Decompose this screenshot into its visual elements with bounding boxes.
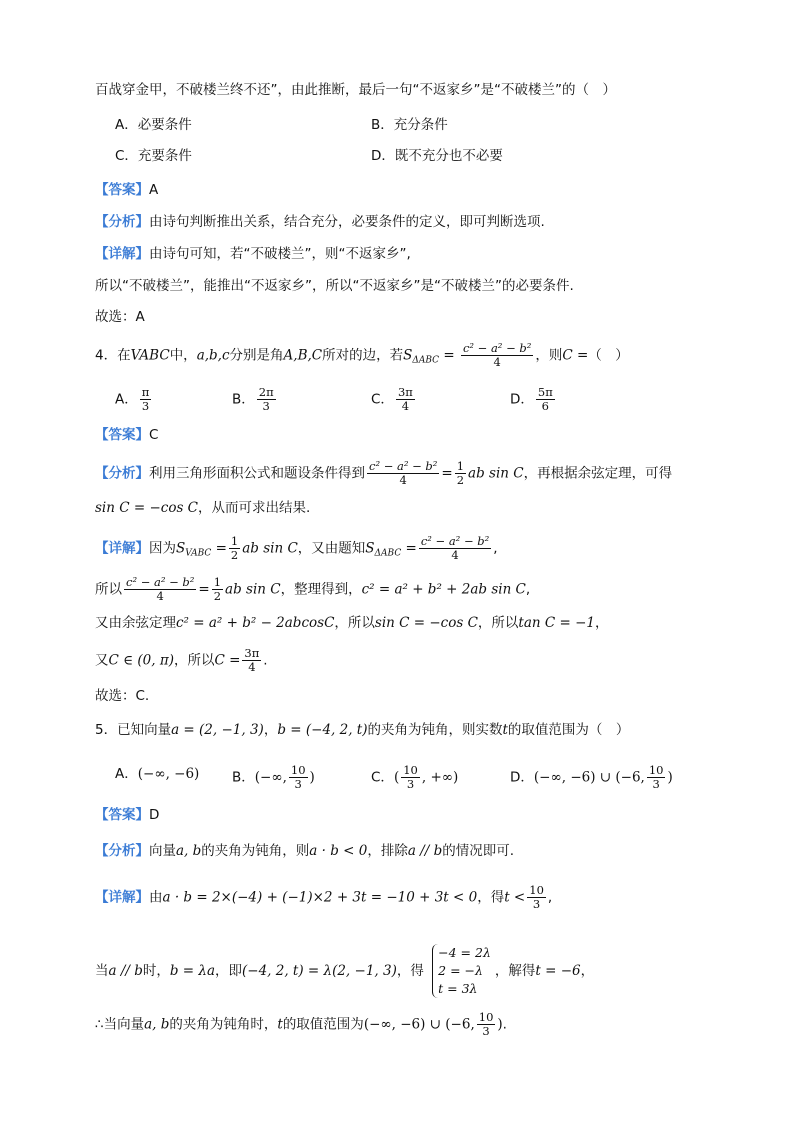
q3-option-c: C．充要条件	[115, 148, 192, 164]
q3-option-d: D．既不充分也不必要	[371, 148, 503, 164]
q5-option-b: B．(−∞, $\frac{10}{3}$ )	[232, 763, 315, 791]
q3-answer	[95, 180, 158, 200]
triangle-label: VABC	[130, 347, 170, 364]
q5-detail-3: ∴当向量a, b的夹角为钝角时，t的取值范围为(−∞, −6) ∪ (−6, $\frac{10}{3}$ ).	[95, 1010, 507, 1038]
q4-analysis-2: sin C = −cos C，从而可求出结果.	[95, 500, 311, 516]
q5-option-a: A．(−∞, −6)	[115, 766, 200, 782]
q5-stem: 5．已知向量a = (2, −1, 3)，b = (−4, 2, t)的夹角为钝角，则实数t的取值范围为（ ）	[95, 722, 630, 738]
q3-choice: 故选：A	[95, 309, 145, 325]
analysis-tag: 【分析】	[95, 465, 149, 482]
q4-detail: 【详解】因为$S_{VABC}$ = $\frac{1}{2}$ ab sin C，又由题知$S_{\Delta ABC}$ = $\frac{\text{c² − a² − b²}}{4}$ ,	[95, 534, 498, 562]
q3-detail-2: 所以“不破楼兰”，能推出“不返家乡”，所以“不返家乡”是“不破楼兰”的必要条件.	[95, 278, 574, 294]
detail-text: 由诗句可知，若“不破楼兰”，则“不返家乡”,	[149, 246, 411, 262]
q4-detail-2: 所以 $\frac{\text{c² − a² − b²}}{4}$ = $\frac{1}{2}$ ab sin C，整理得到，c² = a² + b² + 2ab sin C,	[95, 575, 531, 603]
q4-option-b: B． $\frac{2\pi}{3}$	[232, 385, 274, 413]
answer-tag: 【答案】	[95, 807, 149, 823]
area-fraction: $\frac{\text{c² − a² − b²}}{4}$	[462, 341, 532, 369]
q4-detail-3: 又由余弦定理c² = a² + b² − 2abcosC，所以sin C = −cos C，所以tan C = −1，	[95, 615, 609, 631]
q5-detail: 【详解】由a · b = 2×(−4) + (−1)×2 + 3t = −10 + 3t < 0，得t < $\frac{10}{3}$ ,	[95, 883, 553, 911]
q5-number: 5．	[95, 722, 118, 738]
q3-detail	[95, 244, 411, 264]
q4-detail-4: 又C ∈ (0, π)，所以C = $\frac{3\pi}{4}$ .	[95, 646, 268, 674]
q4-number: 4．	[95, 347, 118, 364]
equation-system: −4 = 2λ 2 = −λ t = 3λ	[432, 944, 491, 998]
q5-option-d: D．(−∞, −6) ∪ (−6, $\frac{10}{3}$ )	[510, 763, 673, 791]
answer-tag: 【答案】	[95, 182, 149, 198]
q4-option-c: C． $\frac{3\pi}{4}$	[371, 385, 413, 413]
answer-tag: 【答案】	[95, 427, 149, 443]
q4-answer	[95, 425, 158, 445]
answer-value: C	[149, 427, 159, 443]
q4-option-a: A． $\frac{\pi}{3}$	[115, 385, 150, 413]
q4-choice: 故选：C.	[95, 688, 150, 704]
detail-tag: 【详解】	[95, 246, 149, 262]
q5-detail-2: 当a // b时，b = λa，即(−4, 2, t) = λ(2, −1, 3)，得 −4 = 2λ 2 = −λ t = 3λ ，解得t = −6，	[95, 945, 595, 996]
q5-option-c: C．( $\frac{10}{3}$ , +∞)	[371, 763, 459, 791]
q3-analysis	[95, 212, 545, 232]
q5-analysis: 【分析】向量a, b的夹角为钝角，则a · b < 0，排除a // b的情况即可.	[95, 843, 515, 859]
q3-stem: 百战穿金甲，不破楼兰终不还”，由此推断，最后一句“不返家乡”是“不破楼兰”的（ ）	[95, 82, 616, 98]
q4-stem: 4．在VABC中，a,b,c分别是角A,B,C所对的边，若$S_{\Delta ABC}$ = $\frac{\text{c² − a² − b²}}{4}$ ，则C =（ ）	[95, 341, 629, 369]
detail-tag: 【详解】	[95, 540, 149, 557]
q4-analysis: 【分析】利用三角形面积公式和题设条件得到 $\frac{\text{c² − a² − b²}}{4}$ = $\frac{1}{2}$ ab sin C，再根据余弦定理，可得	[95, 459, 673, 487]
analysis-tag: 【分析】	[95, 843, 149, 859]
detail-tag: 【详解】	[95, 889, 149, 906]
q4-option-d: D． $\frac{5\pi}{6}$	[510, 385, 553, 413]
q3-option-b: B．充分条件	[371, 117, 448, 133]
analysis-text: 由诗句判断推出关系，结合充分，必要条件的定义，即可判断选项.	[149, 214, 545, 230]
analysis-tag: 【分析】	[95, 214, 149, 230]
q3-option-a: A．必要条件	[115, 117, 192, 133]
answer-value: A	[149, 182, 159, 198]
q5-answer	[95, 805, 159, 825]
answer-value: D	[149, 807, 160, 823]
